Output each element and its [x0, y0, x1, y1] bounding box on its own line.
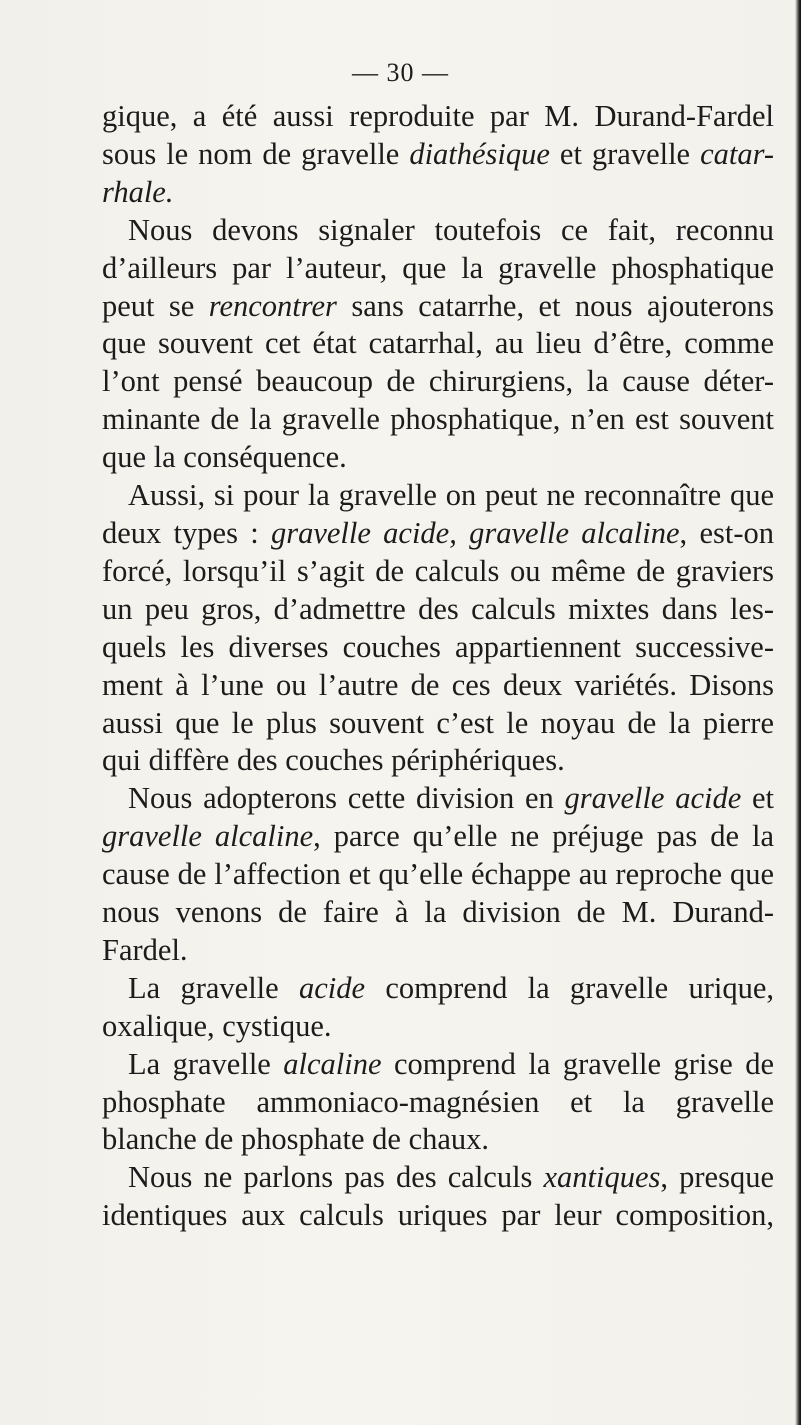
text-line: Fardel.	[102, 932, 188, 967]
text-line: gravelle alcaline, parce qu’elle ne préjuge pas de la	[102, 819, 774, 854]
text-line: Nous adopterons cette division en gravelle acide et	[128, 781, 774, 816]
text-line: rhale.	[102, 174, 174, 209]
text-line: peut se rencontrer sans catarrhe, et nous ajouterons	[102, 288, 774, 323]
text-line: d’ailleurs par l’auteur, que la gravelle phosphatique	[102, 250, 774, 285]
text-line: forcé, lorsqu’il s’agit de calculs ou même de graviers	[102, 553, 774, 588]
text-line: Nous ne parlons pas des calculs xantiques, presque	[128, 1160, 774, 1195]
text-line: aussi que le plus souvent c’est le noyau de la pierre	[102, 705, 774, 740]
text-line: que souvent cet état catarrhal, au lieu d’être, comme	[102, 326, 774, 361]
body-text	[102, 98, 774, 1235]
text-line: La gravelle alcaline comprend la gravelle grise de	[128, 1046, 774, 1081]
text-line: sous le nom de gravelle diathésique et gravelle catar-	[102, 136, 774, 171]
text-line: quels les diverses couches appartiennent successive-	[102, 629, 774, 664]
text-line: cause de l’affection et qu’elle échappe au reproche que	[102, 857, 774, 892]
text-line: nous venons de faire à la division de M. Durand-	[102, 895, 774, 930]
text-line: ment à l’une ou l’autre de ces deux variétés. Disons	[102, 667, 774, 702]
text-line: identiques aux calculs uriques par leur composition,	[102, 1198, 774, 1233]
text-line: deux types : gravelle acide, gravelle alcaline, est-on	[102, 515, 774, 550]
page-edge-shadow	[795, 0, 801, 1425]
text-line: Nous devons signaler toutefois ce fait, reconnu	[128, 212, 774, 247]
text-line: minante de la gravelle phosphatique, n’en est souvent	[102, 402, 774, 437]
text-line: Aussi, si pour la gravelle on peut ne reconnaître que	[128, 478, 774, 513]
text-line: qui diffère des couches périphériques.	[102, 743, 565, 778]
text-line: oxalique, cystique.	[102, 1008, 332, 1043]
text-line: que la conséquence.	[102, 440, 347, 475]
text-line: un peu gros, d’admettre des calculs mixtes dans les-	[102, 591, 774, 626]
text-line: La gravelle acide comprend la gravelle urique,	[128, 970, 774, 1005]
text-line: blanche de phosphate de chaux.	[102, 1122, 490, 1157]
text-line: gique, a été aussi reproduite par M. Durand-Fardel	[102, 99, 774, 133]
text-line: l’ont pensé beaucoup de chirurgiens, la cause déter-	[102, 364, 774, 399]
page-number: — 30 —	[352, 58, 449, 87]
text-line: phosphate ammoniaco-magnésien et la gravelle	[102, 1084, 774, 1119]
